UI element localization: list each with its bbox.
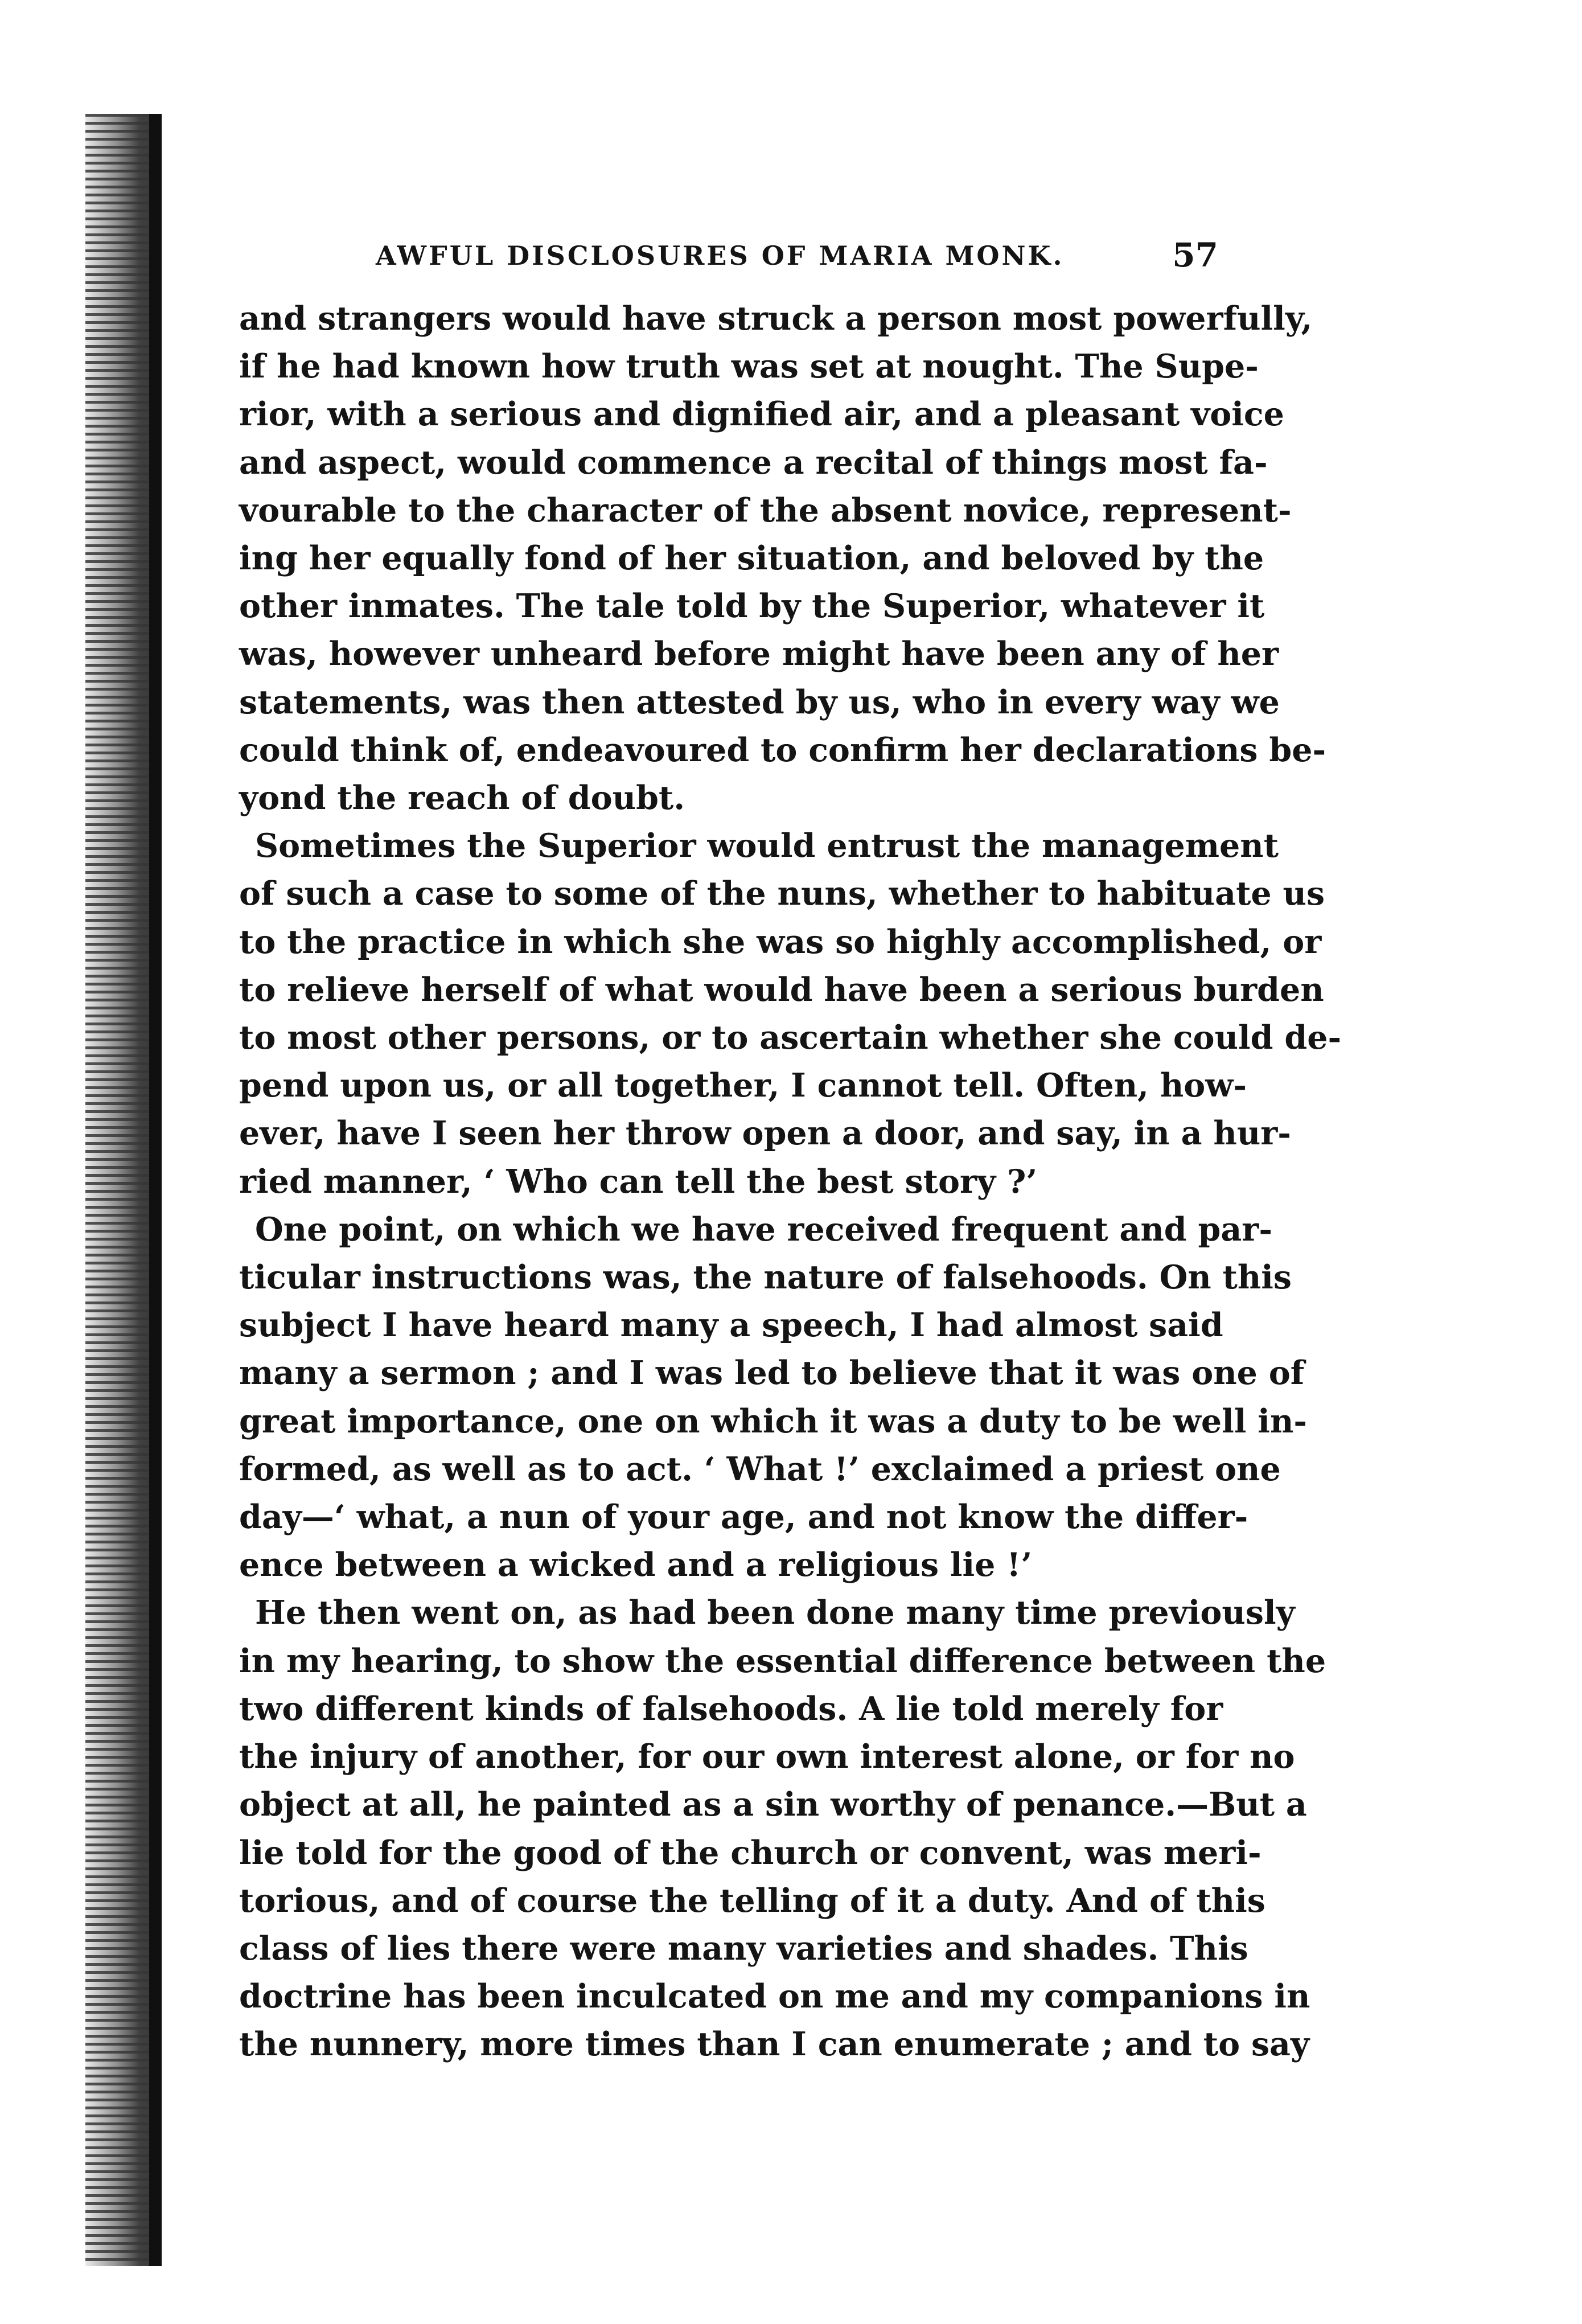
text-line: rior, with a serious and dignified air, and a pleasant voice <box>239 395 1284 434</box>
running-title: AWFUL DISCLOSURES OF MARIA MONK. <box>376 240 1065 271</box>
text-line: great importance, one on which it was a duty to be well in- <box>239 1402 1308 1440</box>
binding-spine <box>149 114 162 2266</box>
text-line: Sometimes the Superior would entrust the management <box>255 827 1279 865</box>
text-line: was, however unheard before might have been any of her <box>239 635 1279 674</box>
text-line: ever, have I seen her throw open a door, and say, in a hur- <box>239 1114 1291 1153</box>
text-line: ing her equally fond of her situation, and beloved by the <box>239 539 1264 578</box>
text-line: One point, on which we have received frequent and par- <box>255 1210 1272 1249</box>
text-line: the nunnery, more times than I can enumerate ; and to say <box>239 2025 1310 2064</box>
text-line: lie told for the good of the church or convent, was meri- <box>239 1833 1262 1872</box>
body-text <box>239 295 1342 2069</box>
text-line: yond the reach of doubt. <box>239 779 685 818</box>
text-line: statements, was then attested by us, who in every way we <box>239 683 1280 721</box>
text-line: two different kinds of falsehoods. A lie told merely for <box>239 1689 1223 1728</box>
text-line: pend upon us, or all together, I cannot tell. Often, how- <box>239 1066 1247 1105</box>
text-line: vourable to the character of the absent novice, represent- <box>239 491 1292 529</box>
text-line: if he had known how truth was set at nought. The Supe- <box>239 347 1259 386</box>
text-line: day—‘ what, a nun of your age, and not know the differ- <box>239 1498 1248 1537</box>
text-line: and strangers would have struck a person most powerfully, <box>239 299 1313 338</box>
text-line: subject I have heard many a speech, I had almost said <box>239 1306 1223 1345</box>
text-line: to the practice in which she was so highly accomplished, or <box>239 922 1322 961</box>
text-line: object at all, he painted as a sin worthy of penance.—But a <box>239 1785 1307 1824</box>
page-number: 57 <box>1172 236 1218 274</box>
text-line: doctrine has been inculcated on me and my companions in <box>239 1977 1310 2016</box>
book-page <box>239 228 1342 2163</box>
paragraph <box>239 1206 1308 1590</box>
text-line: ticular instructions was, the nature of falsehoods. On this <box>239 1258 1292 1297</box>
text-line: and aspect, would commence a recital of things most fa- <box>239 443 1268 482</box>
text-line: He then went on, as had been done many time previously <box>255 1594 1295 1632</box>
text-line: formed, as well as to act. ‘ What !’ exclaimed a priest one <box>239 1450 1281 1488</box>
binding-edge-shadow <box>85 114 159 2266</box>
running-head <box>239 228 1218 290</box>
text-line: the injury of another, for our own interest alone, or for no <box>239 1738 1295 1776</box>
text-line: to relieve herself of what would have been a serious burden <box>239 970 1324 1009</box>
paragraph <box>239 822 1342 1206</box>
text-line: many a sermon ; and I was led to believe that it was one of <box>239 1354 1305 1393</box>
paragraph <box>239 1589 1326 2068</box>
paragraph <box>239 295 1326 822</box>
text-line: of such a case to some of the nuns, whether to habituate us <box>239 874 1325 913</box>
text-line: to most other persons, or to ascertain whether she could de- <box>239 1019 1342 1057</box>
text-line: could think of, endeavoured to confirm her declarations be- <box>239 730 1326 769</box>
text-line: in my hearing, to show the essential difference between the <box>239 1641 1326 1680</box>
text-line: class of lies there were many varieties and shades. This <box>239 1929 1248 1968</box>
text-line: ence between a wicked and a religious lie !’ <box>239 1546 1033 1584</box>
text-line: torious, and of course the telling of it a duty. And of this <box>239 1881 1265 1920</box>
text-line: ried manner, ‘ Who can tell the best story ?’ <box>239 1162 1038 1201</box>
text-line: other inmates. The tale told by the Superior, whatever it <box>239 587 1265 626</box>
